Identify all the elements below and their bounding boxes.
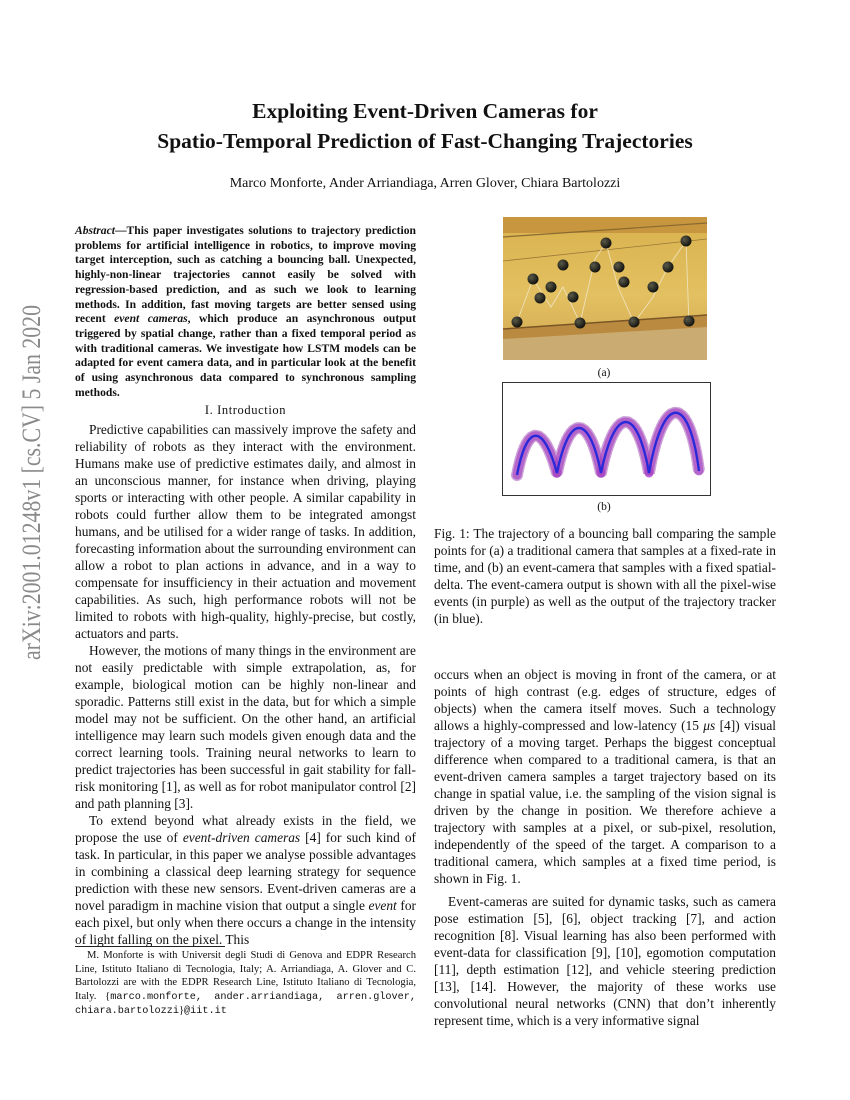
right-p1-text-a: occurs when an object is moving in front of the camera, or at points of high contrast (e.g. edges of structure, edges of objects) when the camera itself moves. Such a technology allows a highly-compressed and low-latency (15 [434,667,776,733]
abstract-dash: — [114,224,127,237]
arxiv-stamp [8,300,50,660]
ball-sample [535,293,546,304]
intro-p3-text-c: for each pixel, but only when there occurs a change in the intensity of light falling on the pixel. This [75,898,417,947]
abstract-text-b: , which produce an asynchronous output triggered by spatial change, rather than a fixed temporal period as with traditional cameras. We investigate how LSTM models can be adapted for event camera data, and in particular look at the benefit of using asynchronous data compared to synchronous sampling methods. [75,312,416,399]
latency-unit: μs [703,718,716,733]
right-column-body [434,666,776,1029]
intro-p3-text-b: [4] for such kind of task. In particular, in this paper we analyse possible advantages in combining a classical deep learning strategy for sequence prediction with these new sensors. Event-driven cameras are a novel paradigm in machine vision that output a single [75,830,416,913]
title-line-1: Exploiting Event-Driven Cameras for [252,99,598,123]
ball-sample [568,292,579,303]
intro-paragraph-3 [75,812,416,948]
right-p1-text-b: [4]) visual trajectory of a moving target. Perhaps the biggest conceptual difference when compared to a traditional camera, is that an event-driven camera samples a target trajectory based on its change in spatial value, i.e. the sampling of the vision signal is driven by the change in position. We therefore achieve a trajectory with samples at a pixel, or sub-pixel, resolution, independently of the speed of the target. A comparison to a traditional camera, which samples at a fixed time period, is shown in Fig. 1. [434,718,776,886]
ball-sample [590,262,601,273]
ball-sample [663,262,674,273]
figure-1-caption: Fig. 1: The trajectory of a bouncing ball comparing the sample points for (a) a traditional camera that samples at a fixed-rate in time, and (b) an event-camera that samples with a fixed spatial-delta. The event-camera output is shown with all the pixel-wise events (in purple) as well as the output of the trajectory tracker (in blue). [434,526,776,626]
introduction-body [75,421,416,948]
abstract-label: Abstract [75,224,115,237]
abstract-emphasis: event cameras [114,312,188,326]
intro-paragraph-2: However, the motions of many things in the environment are not easily predictable with simple extrapolation, as, for example, biological motion can be highly non-linear and sporadic. Patterns still exist in the data, but for which a simple model may not be sufficient. On the other hand, an artificial intelligence may learn such models given enough data and the correct learning tools. Training neural networks to learn to predict trajectories has been successful in gait stability for fall-risk monitoring [1], as well as for robot manipulator control [2] and path planning [3]. [75,643,416,811]
figure-1a-photo [503,217,707,360]
ball-sample [684,316,695,327]
abstract-text-a: This paper investigates solutions to trajectory prediction problems for artificial intelligence in robotics, to improve moving target interception, such as catching a bouncing ball. Unexpected, highly-non-linear trajectories cannot easily be solved with regression-based prediction, and as such we look to learning methods. In addition, fast moving targets are better sensed using recent [75,224,416,326]
ball-sample [528,274,539,285]
ball-sample [629,317,640,328]
figure-1b-plot [502,382,711,496]
intro-p3-text-a: To extend beyond what already exists in the field, we propose the use of [75,813,416,845]
footnote-brace-close: } [178,1005,185,1017]
ball-sample [575,318,586,329]
paper-title [60,96,790,156]
ball-sample [681,236,692,247]
footnote-text: M. Monforte is with Universit degli Studi di Genova and EDPR Research Line, Istituto Italiano di Tecnologia, Italy; A. Arriandiaga, A. Glover and C. Bartolozzi are with the EDPR Research Line, Istituto Italiano di Tecnologia, Italy. [75,950,416,1002]
footnote-rule [75,946,225,947]
title-line-2: Spatio-Temporal Prediction of Fast-Changing Trajectories [157,129,693,153]
ball-sample [614,262,625,273]
ball-sample [558,260,569,271]
footnote-paragraph [75,949,416,1019]
right-paragraph-1 [434,666,776,887]
intro-p3-emphasis-2: event [368,898,397,913]
author-emails: marco.monforte, ander.arriandiaga, arren.glover, chiara.bartolozzi [75,991,416,1018]
author-list: Marco Monforte, Ander Arriandiaga, Arren Glover, Chiara Bartolozzi [229,176,621,191]
section-heading: I. Introduction [204,403,287,417]
footnote-brace-open: { [105,990,111,1002]
ball-sample [619,277,630,288]
email-domain: @iit.it [184,1006,227,1018]
ball-sample [546,282,557,293]
arxiv-stamp-text: arXiv:2001.01248v1 [cs.CV] 5 Jan 2020 [17,300,46,660]
ball-sample [601,238,612,249]
right-paragraph-2: Event-cameras are suited for dynamic tasks, such as camera pose estimation [5], [6], object tracking [7], and action recognition [8]. Visual learning has also been performed with event-data for classification [9], [10], egomotion computation [11], depth estimation [12], and vehicle steering prediction [13], [14]. However, the majority of these works use convolutional neural networks (CNN) that don’t inherently represent time, which is a very informative signal [434,894,776,1028]
figure-1b-label: (b) [597,501,611,513]
figure-1a-label: (a) [597,367,611,379]
ball-sample [512,317,523,328]
abstract [75,224,416,400]
intro-p3-emphasis-1: event-driven cameras [182,830,301,845]
ball-sample [648,282,659,293]
intro-paragraph-1: Predictive capabilities can massively improve the safety and reliability of robots as they interact with the environment. Humans make use of predictive estimates daily, and almost in an unconscious manner, for instance when driving, playing sports or interacting with other people. A similar capability in robots could further allow them to be integrated amongst humans, and be utilised for a wider range of tasks. In addition, forecasting information about the surrounding environment can allow a robot to plan actions in advance, and in a way to compensate for insufficiency in their actuation and movement capabilities. As such, high performance robots will not be limited to robots with high-quality, highly-precise, but costly, actuators and parts. [75,422,416,641]
affiliation-footnote [75,949,416,1019]
